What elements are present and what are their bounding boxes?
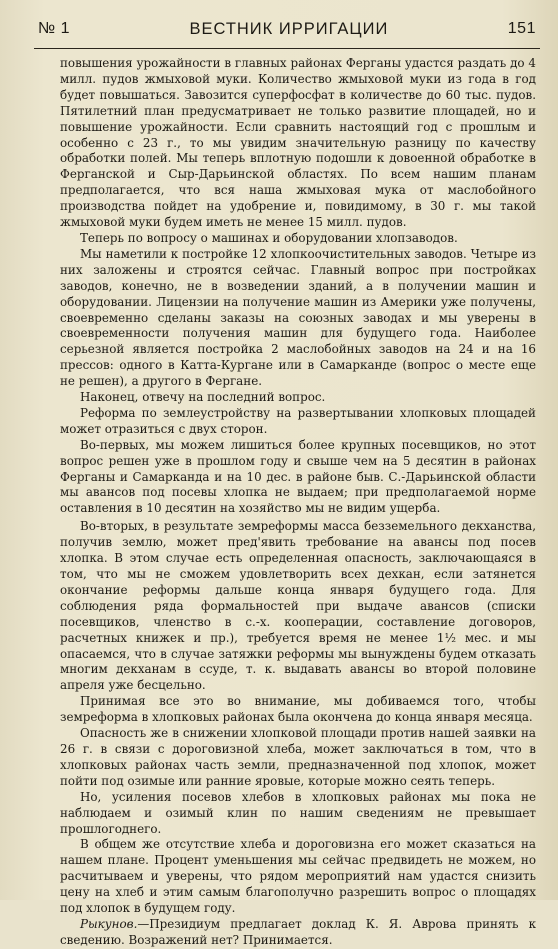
paragraph: Теперь по вопросу о машинах и оборудовании хлопзаводов. — [80, 230, 458, 245]
page-header — [38, 12, 536, 46]
paragraph: Во-вторых, в результате земреформы масса безземельного декханства, получив землю, может пред'явить требование на авансы под посев хлопка. В этом случае есть определенная опасность, заключающаяся в том, что мы не сможем удовлетворить всех дехкан, если затянется окончание реформы дальше конца января будущего года. Для соблюдения ряда формальностей при выдаче авансов (списки посевщиков, членство в с.-х. кооперации, составление договоров, расчетных книжек и пр.), требуется время не менее 1½ мес. и мы опасаемся, что в случае затяжки реформы мы вынуждены будем отказать многим декханам в ссуде, т. к. выдавать авансы во второй половине апреля уже бесцельно. — [60, 519, 536, 693]
paragraph: Наконец, отвечу на последний вопрос. — [80, 390, 326, 405]
header-rule — [34, 48, 540, 49]
paragraph: Во-первых, мы можем лишиться более крупных посевщиков, но этот вопрос решен уже в прошлом году и свыше чем на 5 десятин в районах Ферганы и Самарканда и на 10 дес. в районе быв. С.-Дарьинской области мы авансов под посевы хлопка не выдаем; при предполагаемой норме оставления в 10 десятин на хозяйство мы не видим ущерба. — [60, 437, 536, 516]
page-number: 151 — [507, 20, 536, 37]
paragraph: Мы наметили к постройке 12 хлопкоочистительных заводов. Четыре из них заложены и строятся сейчас. Главный вопрос при постройках заводов, конечно, не в возведении зданий, а в получении машин и оборудовании. Лицензии на получение машин из Америки уже получены, своевременно сделаны заказы на союзных заводах и мы уверены в своевременности получения машин для будущего года. Наиболее серьезной является постройка 2 маслобойных заводов на 24 и на 16 прессов: одного в Катта-Кургане или в Самарканде (вопрос о месте еще не решен), а другого в Фергане. — [60, 246, 536, 389]
paragraph: Опасность же в снижении хлопковой площади против нашей заявки на 26 г. в связи с дороговизной хлеба, может заключаться в том, что в хлопковых районах часть земли, предназначенной под хлопок, может пойти под озимые или ранние яровые, которые можно сеять теперь. — [60, 726, 536, 788]
issue-number: № 1 — [38, 20, 71, 37]
closing-text: —Президиум предлагает доклад К. Я. Аврова принять к сведению. Возражений нет? Принимается. — [60, 916, 536, 947]
paragraph: Принимая все это во внимание, мы добиваемся того, чтобы земреформа в хлопковых районах была окончена до конца января месяца. — [60, 694, 536, 725]
closing-paragraph — [60, 917, 536, 949]
journal-title: ВЕСТНИК ИРРИГАЦИИ — [189, 19, 389, 38]
paragraph: Но, усиления посевов хлебов в хлопковых районах мы пока не наблюдаем и озимый клин по нашим сведениям не превышает прошлогоднего. — [60, 789, 536, 836]
speaker-name: Рыкунов. — [80, 916, 138, 931]
article-body — [60, 56, 536, 949]
paragraph: В общем же отсутствие хлеба и дороговизна его может сказаться на нашем плане. Процент уменьшения мы сейчас предвидеть не можем, но расчитываем и уверены, что рядом мероприятий нам удастся снизить цену на хлеб и этим самым благополучно разрешить вопрос о площадях под хлопок в будущем году. — [60, 837, 536, 916]
paragraph: Реформа по землеустройству на развертывании хлопковых площадей может отразиться с двух сторон. — [60, 405, 536, 436]
paragraph: повышения урожайности в главных районах Ферганы удастся раздать до 4 милл. пудов жмыховой муки. Количество жмыховой муки из года в год будет повышаться. Завозится суперфосфат в количестве до 60 тыс. пудов. Пятилетний план предусматривает не только развитие площадей, но и повышение урожайности. Если сравнить настоящий год с прошлым и особенно с 23 г., то мы увидим значительную разницу по качеству обработки полей. Мы теперь вплотную подошли к довоенной обработке в Ферганской и Сыр-Дарьинской областях. По всем нашим планам предполагается, что вся наша жмыховая мука от маслобойного производства пойдет на удобрение и, повидимому, в 30 г. мы такой жмыховой муки будем иметь не менее 15 милл. пудов. — [60, 56, 536, 230]
